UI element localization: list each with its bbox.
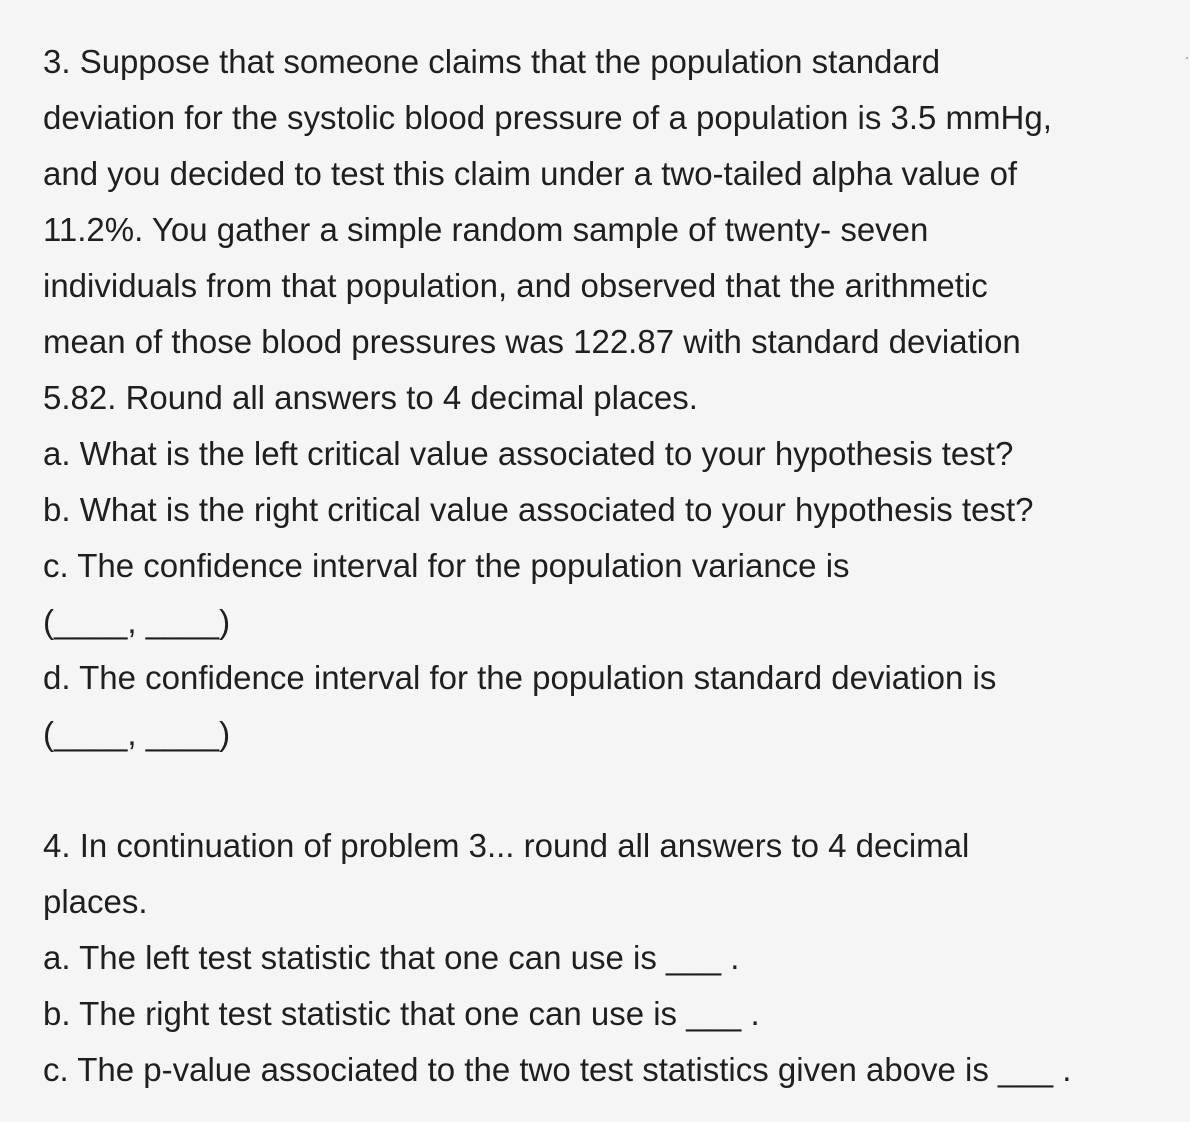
problem-3-line-5: individuals from that population, and observed that the arithmetic [43,267,988,304]
problem-3-part-b: b. What is the right critical value associated to your hypothesis test? [43,491,1034,528]
problem-3-line-7: 5.82. Round all answers to 4 decimal places. [43,379,698,416]
problem-3-part-c-blank: (____, ____) [43,603,231,640]
section-spacer [43,762,1190,818]
problem-4-part-b: b. The right test statistic that one can use is ___ . [43,995,760,1032]
problem-3-line-2: deviation for the systolic blood pressure of a population is 3.5 mmHg, [43,99,1052,136]
problem-3-part-a: a. What is the left critical value associated to your hypothesis test? [43,435,1014,472]
problem-3-part-c: c. The confidence interval for the population variance is [43,547,850,584]
problem-3-line-4: 11.2%. You gather a simple random sample of twenty- seven [43,211,929,248]
problem-3-line-3: and you decided to test this claim under a two-tailed alpha value of [43,155,1018,192]
problem-3-part-d-blank: (____, ____) [43,715,231,752]
problem-3-line-6: mean of those blood pressures was 122.87 with standard deviation [43,323,1021,360]
problem-3-line-1: 3. Suppose that someone claims that the population standard [43,43,941,80]
problem-3-part-d: d. The confidence interval for the population standard deviation is [43,659,997,696]
problem-4-part-a: a. The left test statistic that one can use is ___ . [43,939,740,976]
problem-4-part-c: c. The p-value associated to the two test statistics given above is ___ . [43,1051,1072,1088]
problem-3 [43,34,1190,762]
problem-4-line-2: places. [43,883,148,920]
problem-4 [43,818,1190,1098]
problem-4-line-1: 4. In continuation of problem 3... round all answers to 4 decimal [43,827,970,864]
stray-dot [1186,57,1188,59]
